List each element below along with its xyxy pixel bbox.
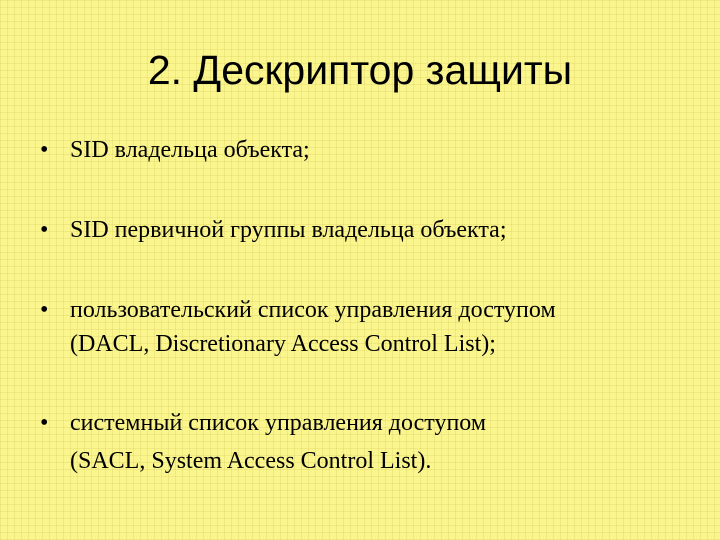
bullet-item — [40, 406, 700, 478]
bullet-line: (DACL, Discretionary Access Control List); — [70, 331, 496, 357]
bullet-text — [70, 213, 700, 247]
bullet-line: пользовательский список управления доступом — [70, 297, 556, 323]
bullet-item — [40, 293, 700, 361]
bullet-dot-icon: • — [40, 137, 49, 163]
bullet-line: SID владельца объекта; — [70, 137, 310, 163]
bullet-item — [40, 213, 700, 247]
bullet-line: системный список управления доступом — [70, 410, 487, 436]
bullet-text — [70, 406, 700, 478]
bullet-text — [70, 293, 700, 361]
bullet-text — [70, 133, 700, 167]
bullet-dot-icon: • — [40, 217, 49, 243]
slide-title: 2. Дескриптор защиты — [147, 47, 573, 93]
bullet-line: SID первичной группы владельца объекта; — [70, 217, 507, 243]
bullet-line: (SACL, System Access Control List). — [70, 448, 432, 474]
bullet-dot-icon: • — [40, 410, 49, 436]
bullet-dot-icon: • — [40, 297, 49, 323]
bullet-item — [40, 133, 700, 167]
